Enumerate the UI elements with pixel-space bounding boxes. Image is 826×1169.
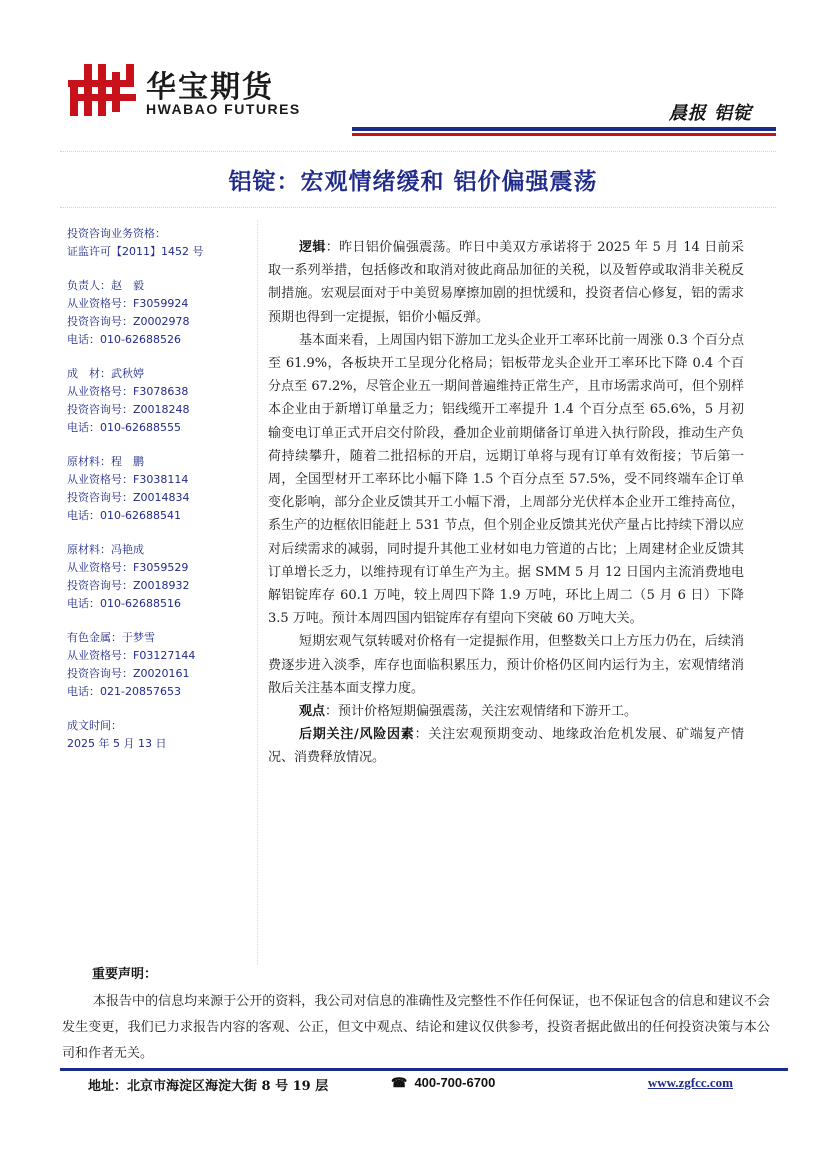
risk-paragraph	[268, 723, 744, 769]
logic-text: ：昨日铝价偏强震荡。昨日中美双方承诺将于 2025 年 5 月 14 日前采取一系列举措，包括修改和取消对彼此商品加征的关税，以及暂停或取消非关税反制措施。宏观层面对于中美贸易摩擦加剧的担忧缓和，投资者信心修复，铝的需求预期也得到一定提振，铝价小幅反弹。	[268, 240, 744, 325]
header-rule-blue	[352, 127, 776, 131]
report-body	[268, 236, 744, 770]
analyst-phone: 电话：010-62688541	[67, 509, 181, 522]
fundamentals-paragraph: 基本面来看，上周国内铝下游加工龙头企业开工率环比前一周涨 0.3 个百分点至 61.9%，各板块开工呈现分化格局；铝板带龙头企业开工率环比下降 0.4 个百分点至 67.2%，尽管企业五一期间普遍维持正常生产，且市场需求尚可，但个别样本企业由于新增订单量乏力；铝线缆开工率提升 1.4 个百分点至 65.6%，5 月初输变电订单正式开启交付阶段，叠加企业前期储备订单进入执行阶段，推动生产负荷持续攀升，随着二批招标的开启，远期订单将与现有订单有效衔接；节后第一周，全国型材开工率环比小幅下降 1.5 个百分点至 57.5%，受不同终端车企订单变化影响，部分企业反馈其开工小幅下滑，上周部分光伏样本企业开工维持高位，系生产的边框依旧能赶上 531 节点，但个别企业反馈其光伏产量占比持续下滑以应对后续需求的减弱，同时提升其他工业材如电力管道的占比；上周建材企业反馈其订单增长乏力，以维持现有订单生产为主。据 SMM 5 月 12 日国内主流消费地电解铝锭库存 60.1 万吨，较上周四下降 1.9 万吨，环比上周二（5 月 6 日）下降 3.5 万吨。预计本周四国内铝锭库存有望向下突破 60 万吨大关。	[268, 332, 744, 627]
disclaimer-title: 重要声明：	[92, 967, 158, 982]
qualification-value: 证监许可【2011】1452 号	[67, 245, 204, 258]
analyst-license: 从业资格号：F3059924	[67, 297, 189, 310]
outlook-paragraph: 短期宏观气氛转暖对价格有一定提振作用，但整数关口上方压力仍在，后续消费逐步进入淡季，库存也面临积累压力，预计价格仍区间内运行为主，宏观情绪消散后关注基本面支撑力度。	[268, 634, 744, 696]
analyst-consult-number: 投资咨询号：Z0014834	[67, 491, 190, 504]
analyst-card	[67, 629, 255, 701]
analyst-phone: 电话：010-62688555	[67, 421, 181, 434]
report-date-value: 2025 年 5 月 13 日	[67, 737, 167, 750]
dotted-divider	[60, 207, 776, 208]
analyst-role: 原材料：冯艳成	[67, 543, 144, 556]
analyst-card	[67, 541, 255, 613]
header-rule-red	[352, 133, 776, 136]
view-paragraph	[268, 700, 744, 723]
analyst-phone: 电话：010-62688526	[67, 333, 181, 346]
analyst-license: 从业资格号：F3059529	[67, 561, 189, 574]
sidebar-dotted-divider	[257, 220, 258, 965]
analyst-phone: 电话：010-62688516	[67, 597, 181, 610]
analyst-role: 负责人：赵 毅	[67, 279, 144, 292]
analyst-card	[67, 277, 255, 349]
footer-rule	[60, 1068, 788, 1071]
footer-phone-number: 400-700-6700	[414, 1075, 496, 1090]
analyst-consult-number: 投资咨询号：Z0018932	[67, 579, 190, 592]
analyst-role: 有色金属：于梦雪	[67, 631, 155, 644]
analyst-license: 从业资格号：F3038114	[67, 473, 189, 486]
footer-phone	[391, 1075, 495, 1091]
analyst-consult-number: 投资咨询号：Z0020161	[67, 667, 190, 680]
footer-website-link[interactable]: www.zgfcc.com	[647, 1075, 733, 1090]
disclaimer-text: 本报告中的信息均来源于公开的资料，我公司对信息的准确性及完整性不作任何保证，也不保证包含的信息和建议不会发生变更，我们已力求报告内容的客观、公正，但文中观点、结论和建议仅供参考，投资者据此做出的任何投资决策与本公司和作者无关。	[62, 994, 770, 1061]
report-date-label: 成文时间：	[67, 719, 122, 732]
view-label: 观点	[299, 704, 326, 720]
view-text: ：预计价格短期偏强震荡，关注宏观情绪和下游开工。	[325, 704, 638, 720]
report-title: 铝锭：宏观情绪缓和 铝价偏强震荡	[228, 169, 598, 195]
analyst-license: 从业资格号：F03127144	[67, 649, 196, 662]
brand-name-chinese: 华宝期货	[146, 70, 274, 105]
analyst-role: 成 材：武秋婷	[67, 367, 144, 380]
logic-label: 逻辑	[299, 240, 326, 255]
logo-mark-icon	[68, 64, 136, 116]
telephone-icon: ☎	[391, 1075, 408, 1090]
analyst-consult-number: 投资咨询号：Z0002978	[67, 315, 190, 328]
analyst-phone: 电话：021-20857653	[67, 685, 181, 698]
risk-text: ：关注宏观预期变动、地缘政治危机发展、矿端复产情况、消费释放情况。	[268, 727, 744, 766]
report-type-label: 晨报 铝锭	[668, 103, 752, 124]
brand-name-english: HWABAO FUTURES	[146, 101, 301, 117]
logic-paragraph	[268, 236, 744, 329]
analyst-card	[67, 365, 255, 437]
risk-label: 后期关注/风险因素	[299, 727, 415, 743]
dotted-divider	[60, 151, 776, 152]
analyst-card	[67, 453, 255, 525]
analyst-license: 从业资格号：F3078638	[67, 385, 189, 398]
analyst-sidebar	[67, 225, 255, 753]
analyst-consult-number: 投资咨询号：Z0018248	[67, 403, 190, 416]
analyst-role: 原材料：程 鹏	[67, 455, 144, 468]
disclaimer-body	[62, 989, 770, 1067]
footer-address: 地址：北京市海淀区海淀大街 8 号 19 层	[88, 1079, 329, 1094]
qualification-label: 投资咨询业务资格：	[67, 227, 166, 240]
